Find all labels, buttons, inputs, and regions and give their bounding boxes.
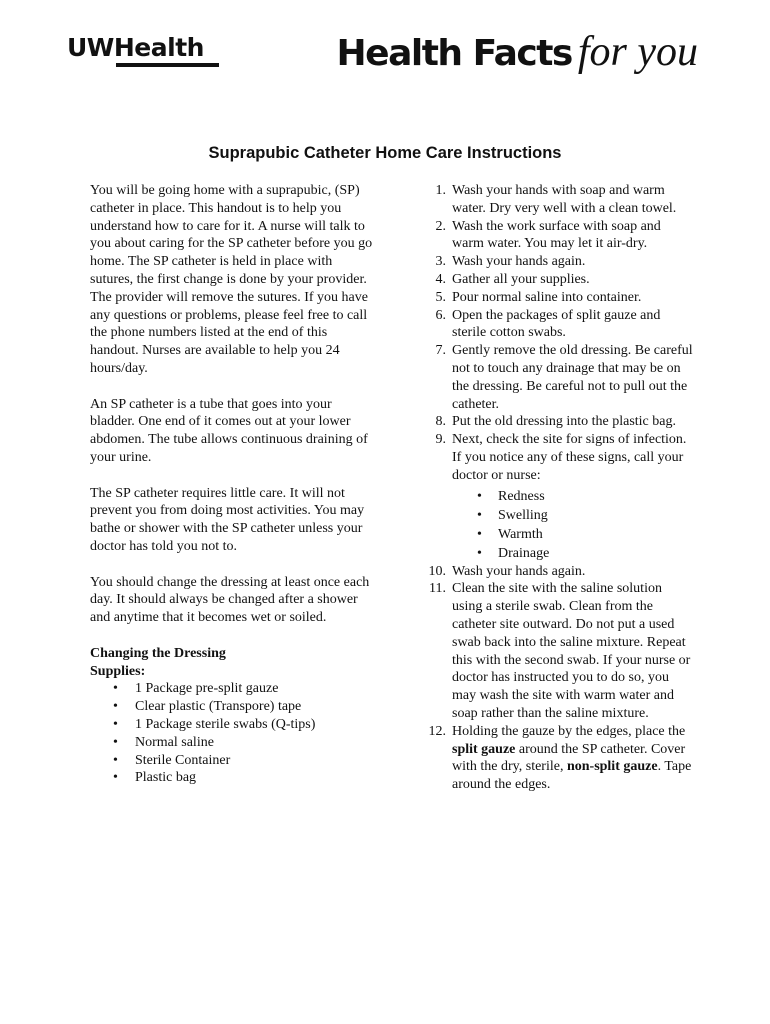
sign-item: • Warmth [498,525,694,544]
step-text: Wash your hands again. [452,254,586,270]
sign-item: • Drainage [498,544,694,563]
step-text: Wash the work surface with soap and warm water. You may let it air-dry. [452,218,661,252]
step-number: 5. [435,289,446,305]
step-text: around the SP catheter. Cover with the dry, sterile, [452,741,686,775]
section-heading-supplies: Supplies: [90,663,146,679]
step-item [424,413,694,431]
step-number: 10. [428,563,446,579]
page-title: Suprapubic Catheter Home Care Instructions [208,144,562,162]
supply-item: • Sterile Container [135,752,375,770]
step-item [424,289,694,307]
step-item [424,271,694,289]
step-text: Wash your hands with soap and warm water. Dry very well with a clean towel. [452,183,677,216]
step-text: Gently remove the old dressing. Be careful not to touch any drainage that may be on the dressing. Be careful not to pull out the catheter. [452,343,693,412]
step-number: 12. [428,723,446,739]
sign-item: • Redness [498,487,694,506]
step-number: 9. [435,432,446,448]
step-item [424,723,694,794]
left-column [90,182,375,787]
definition-paragraph: An SP catheter is a tube that goes into your bladder. One end of it comes out at your lower abdomen. The tube allows continuous draining of your urine. [90,396,368,465]
step-item [424,580,694,722]
step-text: Open the packages of split gauze and sterile cotton swabs. [452,307,661,341]
step-number: 3. [435,254,446,270]
step-number: 2. [435,218,446,234]
step-item [424,218,694,254]
emphasis-non-split-gauze: non-split gauze [566,759,658,775]
steps-list [424,182,694,794]
uw-health-logo [67,34,219,70]
step-text: Wash your hands again. [452,563,586,579]
step-item [424,182,694,218]
step-item [424,307,694,343]
step-item [424,342,694,413]
supply-item: • 1 Package sterile swabs (Q-tips) [135,716,375,734]
step-text: Gather all your supplies. [452,271,590,287]
infection-signs-list [452,487,694,563]
health-facts-brand [337,28,698,76]
step-item [424,563,694,581]
supply-item: • Plastic bag [135,769,375,787]
logo-text: UWHealth [67,33,204,62]
brand-main: Health Facts [336,33,572,74]
supply-item: • Clear plastic (Transpore) tape [135,698,375,716]
emphasis-split-gauze: split gauze [452,741,516,757]
step-number: 7. [435,343,446,359]
supply-item: • 1 Package pre-split gauze [135,680,375,698]
intro-paragraph: You will be going home with a suprapubic, (SP) catheter in place. This handout is to help you understand how to care for it. A nurse will talk to you about caring for the SP catheter before you go home. The SP catheter is held in place with sutures, the first change is done by your provider. The provider will remove the sutures. If you have any questions or problems, please feel free to call the phone numbers listed at the end of this handout. Nurses are available to help you 24 hours/day. [90,183,373,376]
step-text: Holding the gauze by the edges, place the [452,723,686,739]
step-number: 11. [429,581,446,597]
step-text: Next, check the site for signs of infection. If you notice any of these signs, call your doctor or nurse: [452,432,687,483]
step-number: 1. [435,183,446,198]
supplies-list [90,680,375,787]
step-item [424,431,694,562]
step-number: 6. [435,307,446,323]
step-text: Pour normal saline into container. [452,289,642,305]
section-heading-changing-dressing: Changing the Dressing [90,645,226,661]
step-number: 8. [435,414,446,430]
brand-sub: for you [577,29,698,75]
step-number: 4. [435,271,446,287]
step-text: Put the old dressing into the plastic bag. [452,414,676,430]
step-text: . Tape around the edges. [452,759,692,793]
step-item [424,253,694,271]
right-column [424,182,694,794]
supply-item: • Normal saline [135,734,375,752]
dressing-frequency-paragraph: You should change the dressing at least once each day. It should always be changed after a shower and anytime that it becomes wet or soiled. [90,574,370,626]
step-text: Clean the site with the saline solution using a sterile swab. Clean from the catheter site outward. Do not put a used swab back into the saline mixture. Repeat this with the second swab. If your nurse or doctor has instructed you to do so, you may wash the site with warm water and soap rather than the saline mixture. [452,581,691,721]
care-paragraph: The SP catheter requires little care. It will not prevent you from doing most activities. You may bathe or shower with the SP catheter unless your doctor has told you not to. [90,485,365,554]
sign-item: • Swelling [498,506,694,525]
logo-underline [116,63,219,67]
